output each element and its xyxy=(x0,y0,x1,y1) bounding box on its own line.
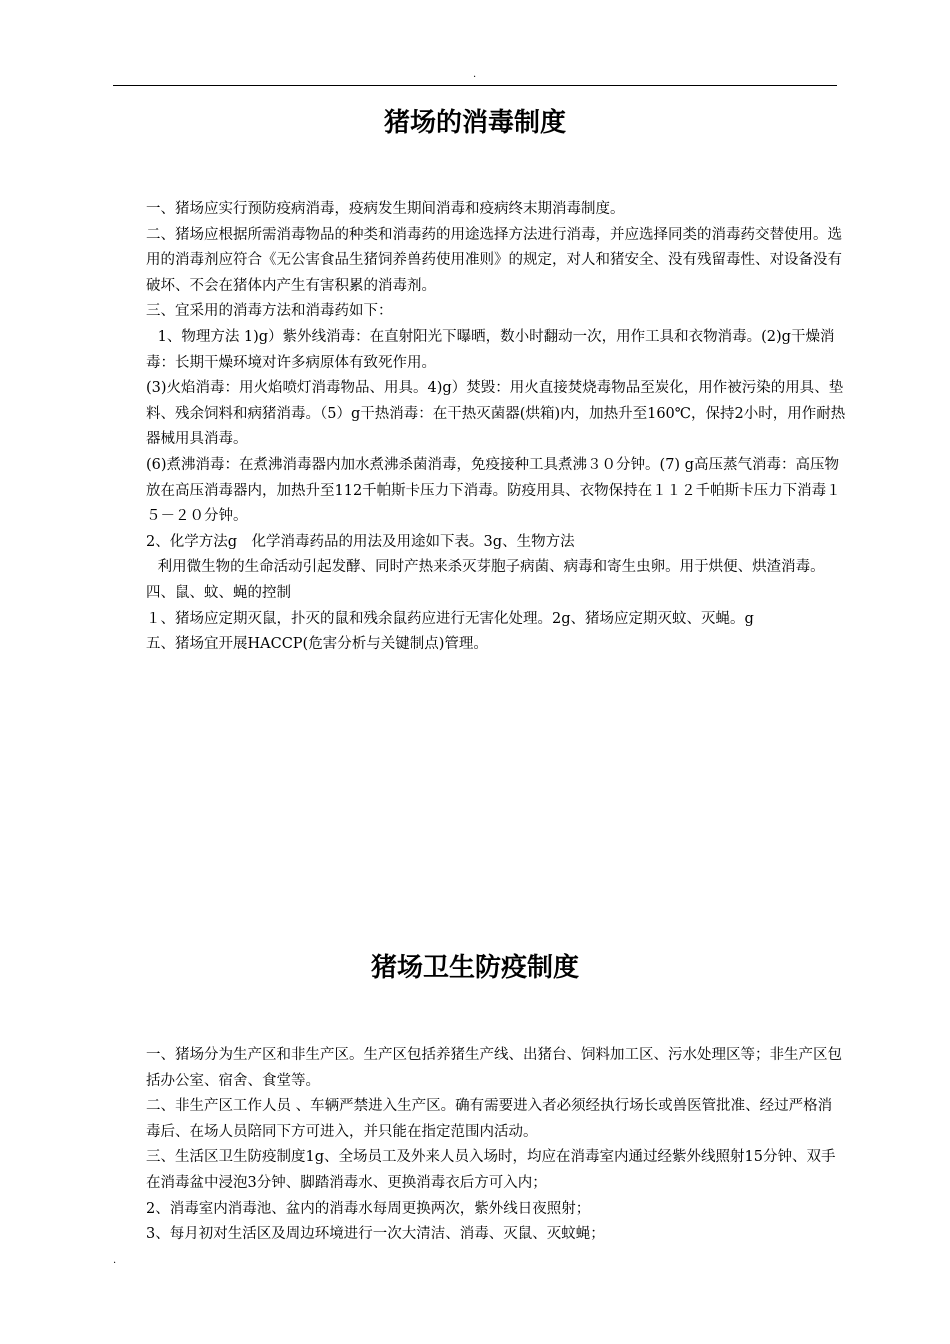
section-2-body xyxy=(146,1043,846,1248)
paragraph: 1、物理方法 1)ց）紫外线消毒：在直射阳光下曝晒，数小时翻动一次，用作工具和衣物消毒。(2)ց干燥消毒：长期干燥环境对许多病原体有致死作用。 xyxy=(146,328,835,371)
paragraph: 一、猪场应实行预防疫病消毒，疫病发生期间消毒和疫病终末期消毒制度。 xyxy=(146,201,625,217)
header-mark: . xyxy=(473,69,477,80)
footer-mark: . xyxy=(113,1255,117,1266)
paragraph: 3、每月初对生活区及周边环境进行一次大清洁、消毒、灭鼠、灭蚊蝇； xyxy=(146,1226,605,1243)
paragraph: 五、猪场宜开展HACCP(危害分析与关键制点)管理。 xyxy=(146,636,488,653)
paragraph: 二、猪场应根据所需消毒物品的种类和消毒药的用途选择方法进行消毒，并应选择同类的消毒药交替使用。选用的消毒剂应符合《无公害食品生猪饲养兽药使用准则》的规定，对人和猪安全、没有残留毒性、对设备没有破坏、不会在猪体内产生有害积累的消毒剂。 xyxy=(146,226,842,294)
paragraph: 二、非生产区工作人员 、车辆严禁进入生产区。确有需要进入者必须经执行场长或兽医管批准、经过严格消毒后、在场人员陪同下方可进入，并只能在指定范围内活动。 xyxy=(146,1098,833,1140)
paragraph: 三、生活区卫生防疫制度1ց、全场员工及外来人员入场时，均应在消毒室内通过经紫外线照射15分钟、双手在消毒盆中浸泡3分钟、脚踏消毒水、更换消毒衣后方可入内； xyxy=(146,1149,836,1191)
paragraph: 一、猪场分为生产区和非生产区。生产区包括养猪生产线、出猪台、饲料加工区、污水处理区等；非生产区包括办公室、宿舍、食堂等。 xyxy=(146,1047,842,1089)
paragraph: 三、宜采用的消毒方法和消毒药如下： xyxy=(146,303,393,320)
paragraph: １、猪场应定期灭鼠，扑灭的鼠和残余鼠药应进行无害化处理。2ց、猪场应定期灭蚊、灭蝇。ց xyxy=(146,610,754,627)
paragraph: 2、消毒室内消毒池、盆内的消毒水每周更换两次，紫外线日夜照射； xyxy=(146,1200,591,1217)
section-1-title: 猪场的消毒制度 xyxy=(383,108,566,138)
paragraph: 利用微生物的生命活动引起发酵、同时产热来杀灭芽胞子病菌、病毒和寄生虫卵。用于烘便、烘渣消毒。 xyxy=(157,559,825,576)
paragraph: 2、化学方法ց 化学消毒药品的用法及用途如下表。3ց、生物方法 xyxy=(146,533,575,550)
header-rule xyxy=(113,85,837,86)
section-2-title: 猪场卫生防疫制度 xyxy=(370,953,579,983)
paragraph: (6)煮沸消毒：在煮沸消毒器内加水煮沸杀菌消毒，免疫接种工具煮沸３０分钟。(7) ց高压蒸气消毒：高压物放在高压消毒器内，加热升至112千帕斯卡压力下消毒。防疫用具、衣物保持在１１２千帕斯卡压力下消毒１５－２０分钟。 xyxy=(146,456,841,525)
section-1-body xyxy=(146,197,846,658)
paragraph: 四、鼠、蚊、蝇的控制 xyxy=(146,584,291,601)
paragraph: (3)火焰消毒：用火焰喷灯消毒物品、用具。4)ց）焚毁：用火直接焚烧毒物品至炭化，用作被污染的用具、垫料、残余饲料和病猪消毒。（5）ց干热消毒：在干热灭菌器(烘箱)内，加热升至160℃，保持2小时，用作耐热器械用具消毒。 xyxy=(146,380,846,448)
